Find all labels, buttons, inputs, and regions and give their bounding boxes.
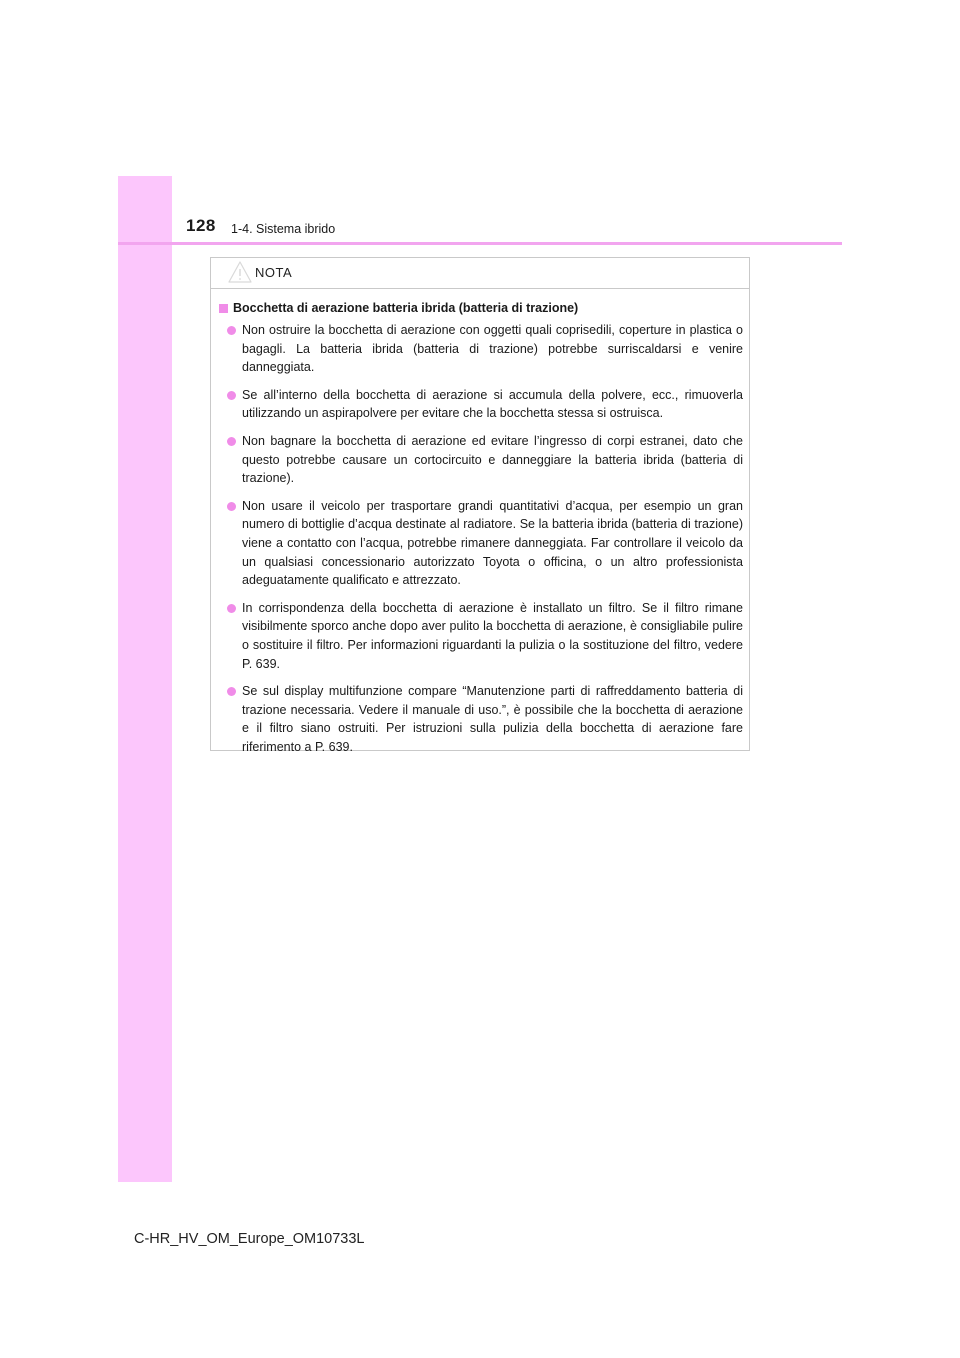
- note-item: [219, 599, 743, 673]
- note-item: [219, 497, 743, 590]
- note-item: [219, 321, 743, 377]
- bullet-dot-icon: [227, 437, 236, 446]
- note-heading-text: Bocchetta di aerazione batteria ibrida (batteria di trazione): [233, 301, 579, 315]
- note-item-text: Non bagnare la bocchetta di aerazione ed evitare l’ingresso di corpi estranei, dato che questo potrebbe causare un cortocircuito e danneggiare la batteria ibrida (batteria di trazione).: [242, 433, 743, 486]
- note-item: [219, 432, 743, 488]
- side-tab-band: [118, 176, 172, 1182]
- note-item: [219, 682, 743, 756]
- bullet-dot-icon: [227, 687, 236, 696]
- bullet-dot-icon: [227, 391, 236, 400]
- square-bullet-icon: [219, 304, 228, 313]
- document-code: C-HR_HV_OM_Europe_OM10733L: [134, 1231, 365, 1247]
- note-item-text: In corrispondenza della bocchetta di aerazione è installato un filtro. Se il filtro rimane visibilmente sporco anche dopo aver pulito la bocchetta di aerazione, è consigliabile pulire o sostituire il filtro. Per informazioni riguardanti la pulizia o la sostituzione del filtro, vedere P. 639.: [242, 600, 743, 671]
- warning-triangle-icon: [227, 260, 253, 284]
- note-item-text: Se all’interno della bocchetta di aerazione si accumula della polvere, ecc., rimuoverla utilizzando un aspirapolvere per evitare che la bocchetta stessa si ostruisca.: [242, 387, 743, 421]
- bullet-dot-icon: [227, 326, 236, 335]
- note-box: [210, 257, 750, 754]
- page-number: 128: [186, 216, 216, 235]
- header-rule: [118, 242, 842, 245]
- note-item-text: Non ostruire la bocchetta di aerazione con oggetti quali coprisedili, coperture in plastica o bagagli. La batteria ibrida (batteria di trazione) potrebbe surriscaldarsi e venire danneggiata.: [242, 323, 743, 375]
- note-header: [211, 258, 749, 289]
- note-item: [219, 386, 743, 423]
- note-item-text: Se sul display multifunzione compare “Manutenzione parti di raffreddamento batteria di trazione necessaria. Vedere il manuale di uso.”, è possibile che la bocchetta di aerazione e il filtro siano ostruiti. Per istruzioni sulla pulizia della bocchetta di aerazione fare riferimento a P. 639.: [242, 684, 743, 754]
- note-label: NOTA: [255, 265, 293, 280]
- bullet-dot-icon: [227, 604, 236, 613]
- note-body: [211, 289, 749, 756]
- note-section-heading: [219, 301, 743, 315]
- section-title: 1-4. Sistema ibrido: [231, 222, 336, 236]
- note-item-text: Non usare il veicolo per trasportare grandi quantitativi d’acqua, per esempio un gran numero di bottiglie d’acqua destinate al radiatore. Se la batteria ibrida (batteria di trazione) viene a contatto con l’acqua, potrebbe rimanere danneggiata. Far controllare il veicolo da un qualsiasi concessionario autorizzato Toyota o officina, o un altro professionista adeguatamente qualificato e attrezzato.: [242, 498, 743, 588]
- bullet-dot-icon: [227, 502, 236, 511]
